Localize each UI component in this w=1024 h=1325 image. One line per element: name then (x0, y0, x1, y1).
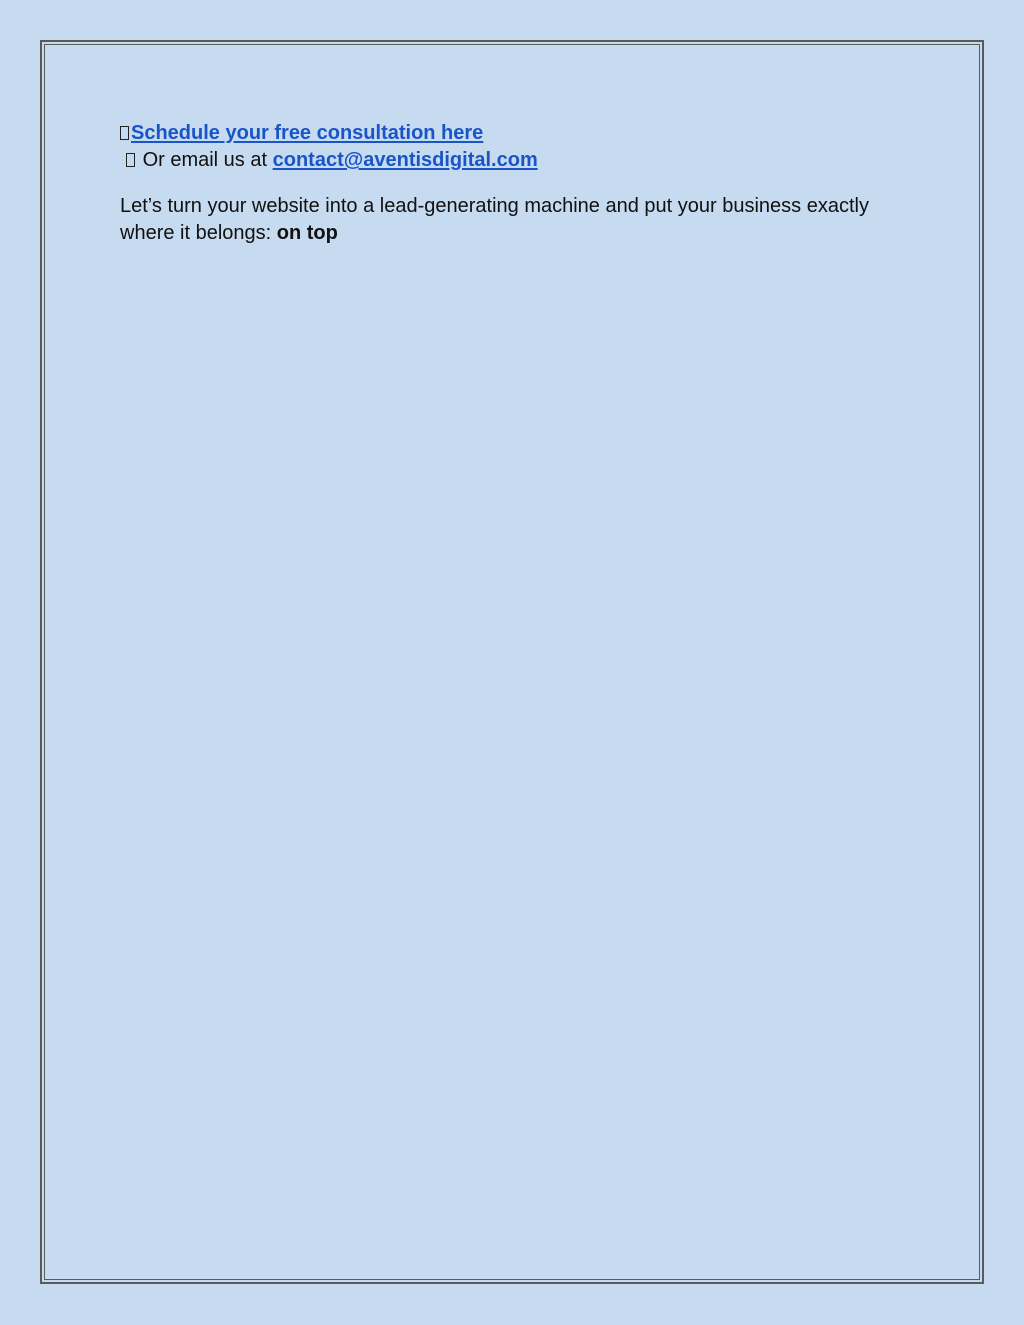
email-icon (126, 153, 135, 167)
email-prefix-text: Or email us at (142, 149, 268, 171)
closing-emphasis: on top (276, 222, 338, 244)
email-line (120, 147, 900, 174)
email-link[interactable]: contact@aventisdigital.com (272, 149, 538, 171)
closing-text: Let’s turn your website into a lead-generating machine and put your business exactly where it belongs: (120, 195, 869, 244)
document-body (120, 120, 900, 267)
consultation-line (120, 120, 900, 147)
consultation-link[interactable]: Schedule your free consultation here (131, 122, 484, 144)
closing-paragraph (120, 193, 900, 247)
calendar-icon (120, 126, 129, 140)
